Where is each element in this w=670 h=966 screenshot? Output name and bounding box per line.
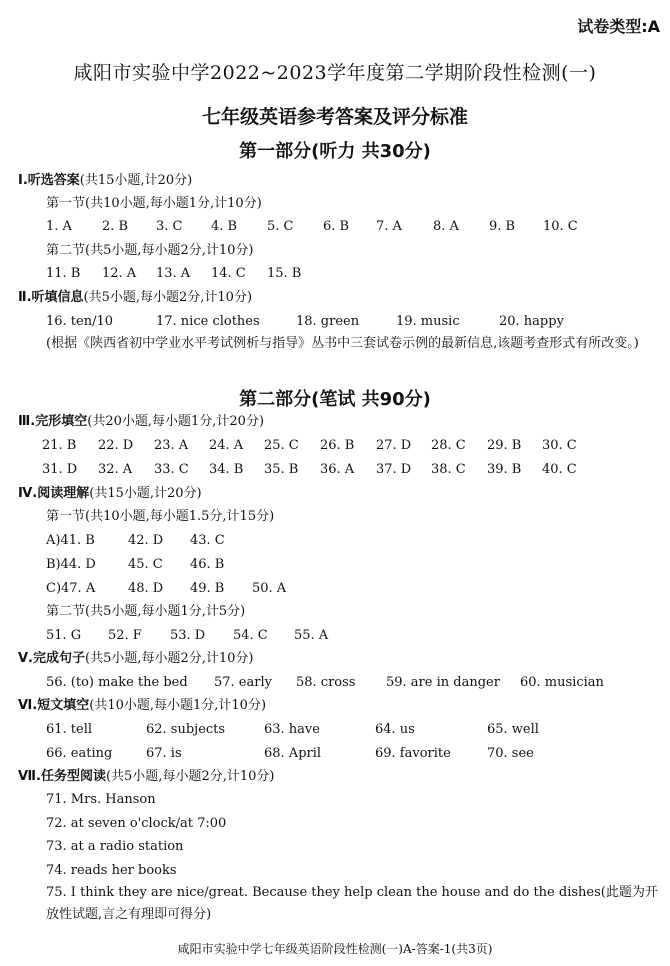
answer: 49. B (190, 581, 225, 596)
section-2-heading (18, 289, 252, 307)
answer: 6. B (323, 219, 350, 234)
answer: 65. well (487, 722, 539, 737)
answer-71: 71. Mrs. Hanson (46, 792, 156, 807)
section-1-part-1-heading: 第一节(共10小题,每小题1分,计10分) (46, 196, 262, 211)
section-name: 完形填空 (35, 414, 88, 429)
exam-title: 咸阳市实验中学2022~2023学年度第二学期阶段性检测(一) (73, 62, 597, 84)
answer: 59. are in danger (386, 675, 500, 690)
answer: A)41. B (46, 533, 95, 548)
answer: 39. B (487, 462, 522, 477)
answer: 69. favorite (375, 746, 451, 761)
answer: 52. F (108, 628, 142, 643)
section-number: Ⅴ. (18, 651, 33, 666)
section-5-heading (18, 650, 254, 668)
answer: 42. D (128, 533, 164, 548)
answer-72: 72. at seven o'clock/at 7:00 (46, 816, 227, 831)
answer: 51. G (46, 628, 82, 643)
answer: C)47. A (46, 581, 96, 596)
answer: 31. D (42, 462, 78, 477)
section-name: 听填信息 (31, 290, 84, 305)
section-number: Ⅲ. (18, 414, 36, 429)
answer: 11. B (46, 266, 81, 281)
answer: 35. B (264, 462, 299, 477)
answer: 18. green (296, 314, 360, 329)
answer: 64. us (375, 722, 415, 737)
answer: 3. C (156, 219, 183, 234)
section-1-part-2-heading: 第二节(共5小题,每小题2分,计10分) (46, 243, 254, 258)
answer: 45. C (128, 557, 163, 572)
answer: 8. A (433, 219, 459, 234)
answer: 57. early (214, 675, 272, 690)
answer: 25. C (264, 438, 299, 453)
section-1-heading (18, 172, 192, 190)
answer: 54. C (233, 628, 268, 643)
answer: 68. April (264, 746, 322, 761)
answer: 14. C (211, 266, 246, 281)
section-number: Ⅰ. (18, 173, 28, 188)
answer: 70. see (487, 746, 534, 761)
answer: 2. B (102, 219, 129, 234)
section-info: (共15小题,计20分) (89, 486, 202, 501)
answer: 46. B (190, 557, 225, 572)
section-name: 完成句子 (33, 651, 86, 666)
part1-title: 第一部分(听力 共30分) (239, 141, 431, 162)
answer: 29. B (487, 438, 522, 453)
answer: 7. A (376, 219, 402, 234)
answer: 28. C (431, 438, 466, 453)
answer: 40. C (542, 462, 577, 477)
answer: 61. tell (46, 722, 93, 737)
section-number: Ⅳ. (18, 486, 38, 501)
answer: 30. C (542, 438, 577, 453)
answer: 15. B (267, 266, 302, 281)
section-info: (共5小题,每小题2分,计10分) (85, 651, 254, 666)
answer: 63. have (264, 722, 320, 737)
answer: 56. (to) make the bed (46, 675, 188, 690)
answer: 67. is (146, 746, 182, 761)
answer: 58. cross (296, 675, 356, 690)
answer: 22. D (98, 438, 134, 453)
answer: 19. music (396, 314, 460, 329)
answer: 16. ten/10 (46, 314, 114, 329)
section-info: (共15小题,计20分) (79, 173, 193, 188)
answer: 43. C (190, 533, 225, 548)
answer: 37. D (376, 462, 412, 477)
answer: 20. happy (499, 314, 564, 329)
answer: 60. musician (520, 675, 604, 690)
section-number: Ⅱ. (18, 290, 32, 305)
answer: 32. A (98, 462, 133, 477)
answer: 62. subjects (146, 722, 226, 737)
answer: 34. B (209, 462, 244, 477)
section-name: 听选答案 (27, 173, 80, 188)
section-4-part-2-heading: 第二节(共5小题,每小题1分,计5分) (46, 604, 246, 619)
answer: 12. A (102, 266, 137, 281)
paper-type-label: 试卷类型:A (577, 17, 660, 36)
section-info: (共20小题,每小题1分,计20分) (87, 414, 265, 429)
answer: 38. C (431, 462, 466, 477)
answer: 26. B (320, 438, 355, 453)
section-number: Ⅵ. (18, 698, 38, 713)
section-name: 短文填空 (37, 698, 90, 713)
answer: 10. C (543, 219, 578, 234)
answer-75: 75. I think they are nice/great. Because they help clean the house and do the dishes(此题为开放性试题,言之有理即可得分) (46, 885, 658, 922)
section-info: (共5小题,每小题2分,计10分) (83, 290, 253, 305)
answer: 17. nice clothes (156, 314, 260, 329)
answer: 23. A (154, 438, 189, 453)
answer: 5. C (267, 219, 294, 234)
answer: 1. A (46, 219, 72, 234)
page-footer: 咸阳市实验中学七年级英语阶段性检测(一)A-答案-1(共3页) (177, 942, 493, 956)
answer: 4. B (211, 219, 238, 234)
answer-73: 73. at a radio station (46, 839, 184, 854)
section-info: (共5小题,每小题2分,计10分) (105, 769, 275, 784)
section-4-part-1-heading: 第一节(共10小题,每小题1.5分,计15分) (46, 509, 275, 524)
answer-key-title: 七年级英语参考答案及评分标准 (201, 106, 468, 128)
answer: B)44. D (46, 557, 96, 572)
answer-74: 74. reads her books (46, 863, 177, 878)
answer: 53. D (170, 628, 206, 643)
answer: 21. B (42, 438, 77, 453)
section-info: (共10小题,每小题1分,计10分) (89, 698, 267, 713)
section-number: Ⅶ. (18, 769, 41, 784)
answer: 13. A (156, 266, 191, 281)
answer: 55. A (294, 628, 329, 643)
answer: 33. C (154, 462, 189, 477)
answer: 9. B (489, 219, 516, 234)
answer: 48. D (128, 581, 164, 596)
answer: 36. A (320, 462, 355, 477)
answer: 50. A (252, 581, 287, 596)
answer: 24. A (209, 438, 244, 453)
section-3-heading (18, 413, 264, 431)
section-name: 阅读理解 (37, 486, 90, 501)
answer: 27. D (376, 438, 412, 453)
section-name: 任务型阅读 (40, 769, 106, 784)
part2-title: 第二部分(笔试 共90分) (239, 389, 431, 410)
section-7-heading (18, 768, 274, 786)
section-6-heading (18, 697, 266, 715)
section-2-note: (根据《陕西省初中学业水平考试例析与指导》丛书中三套试卷示例的最新信息,该题考查形式有所改变。) (46, 336, 639, 351)
section-4-heading (18, 485, 202, 503)
answer: 66. eating (46, 746, 113, 761)
